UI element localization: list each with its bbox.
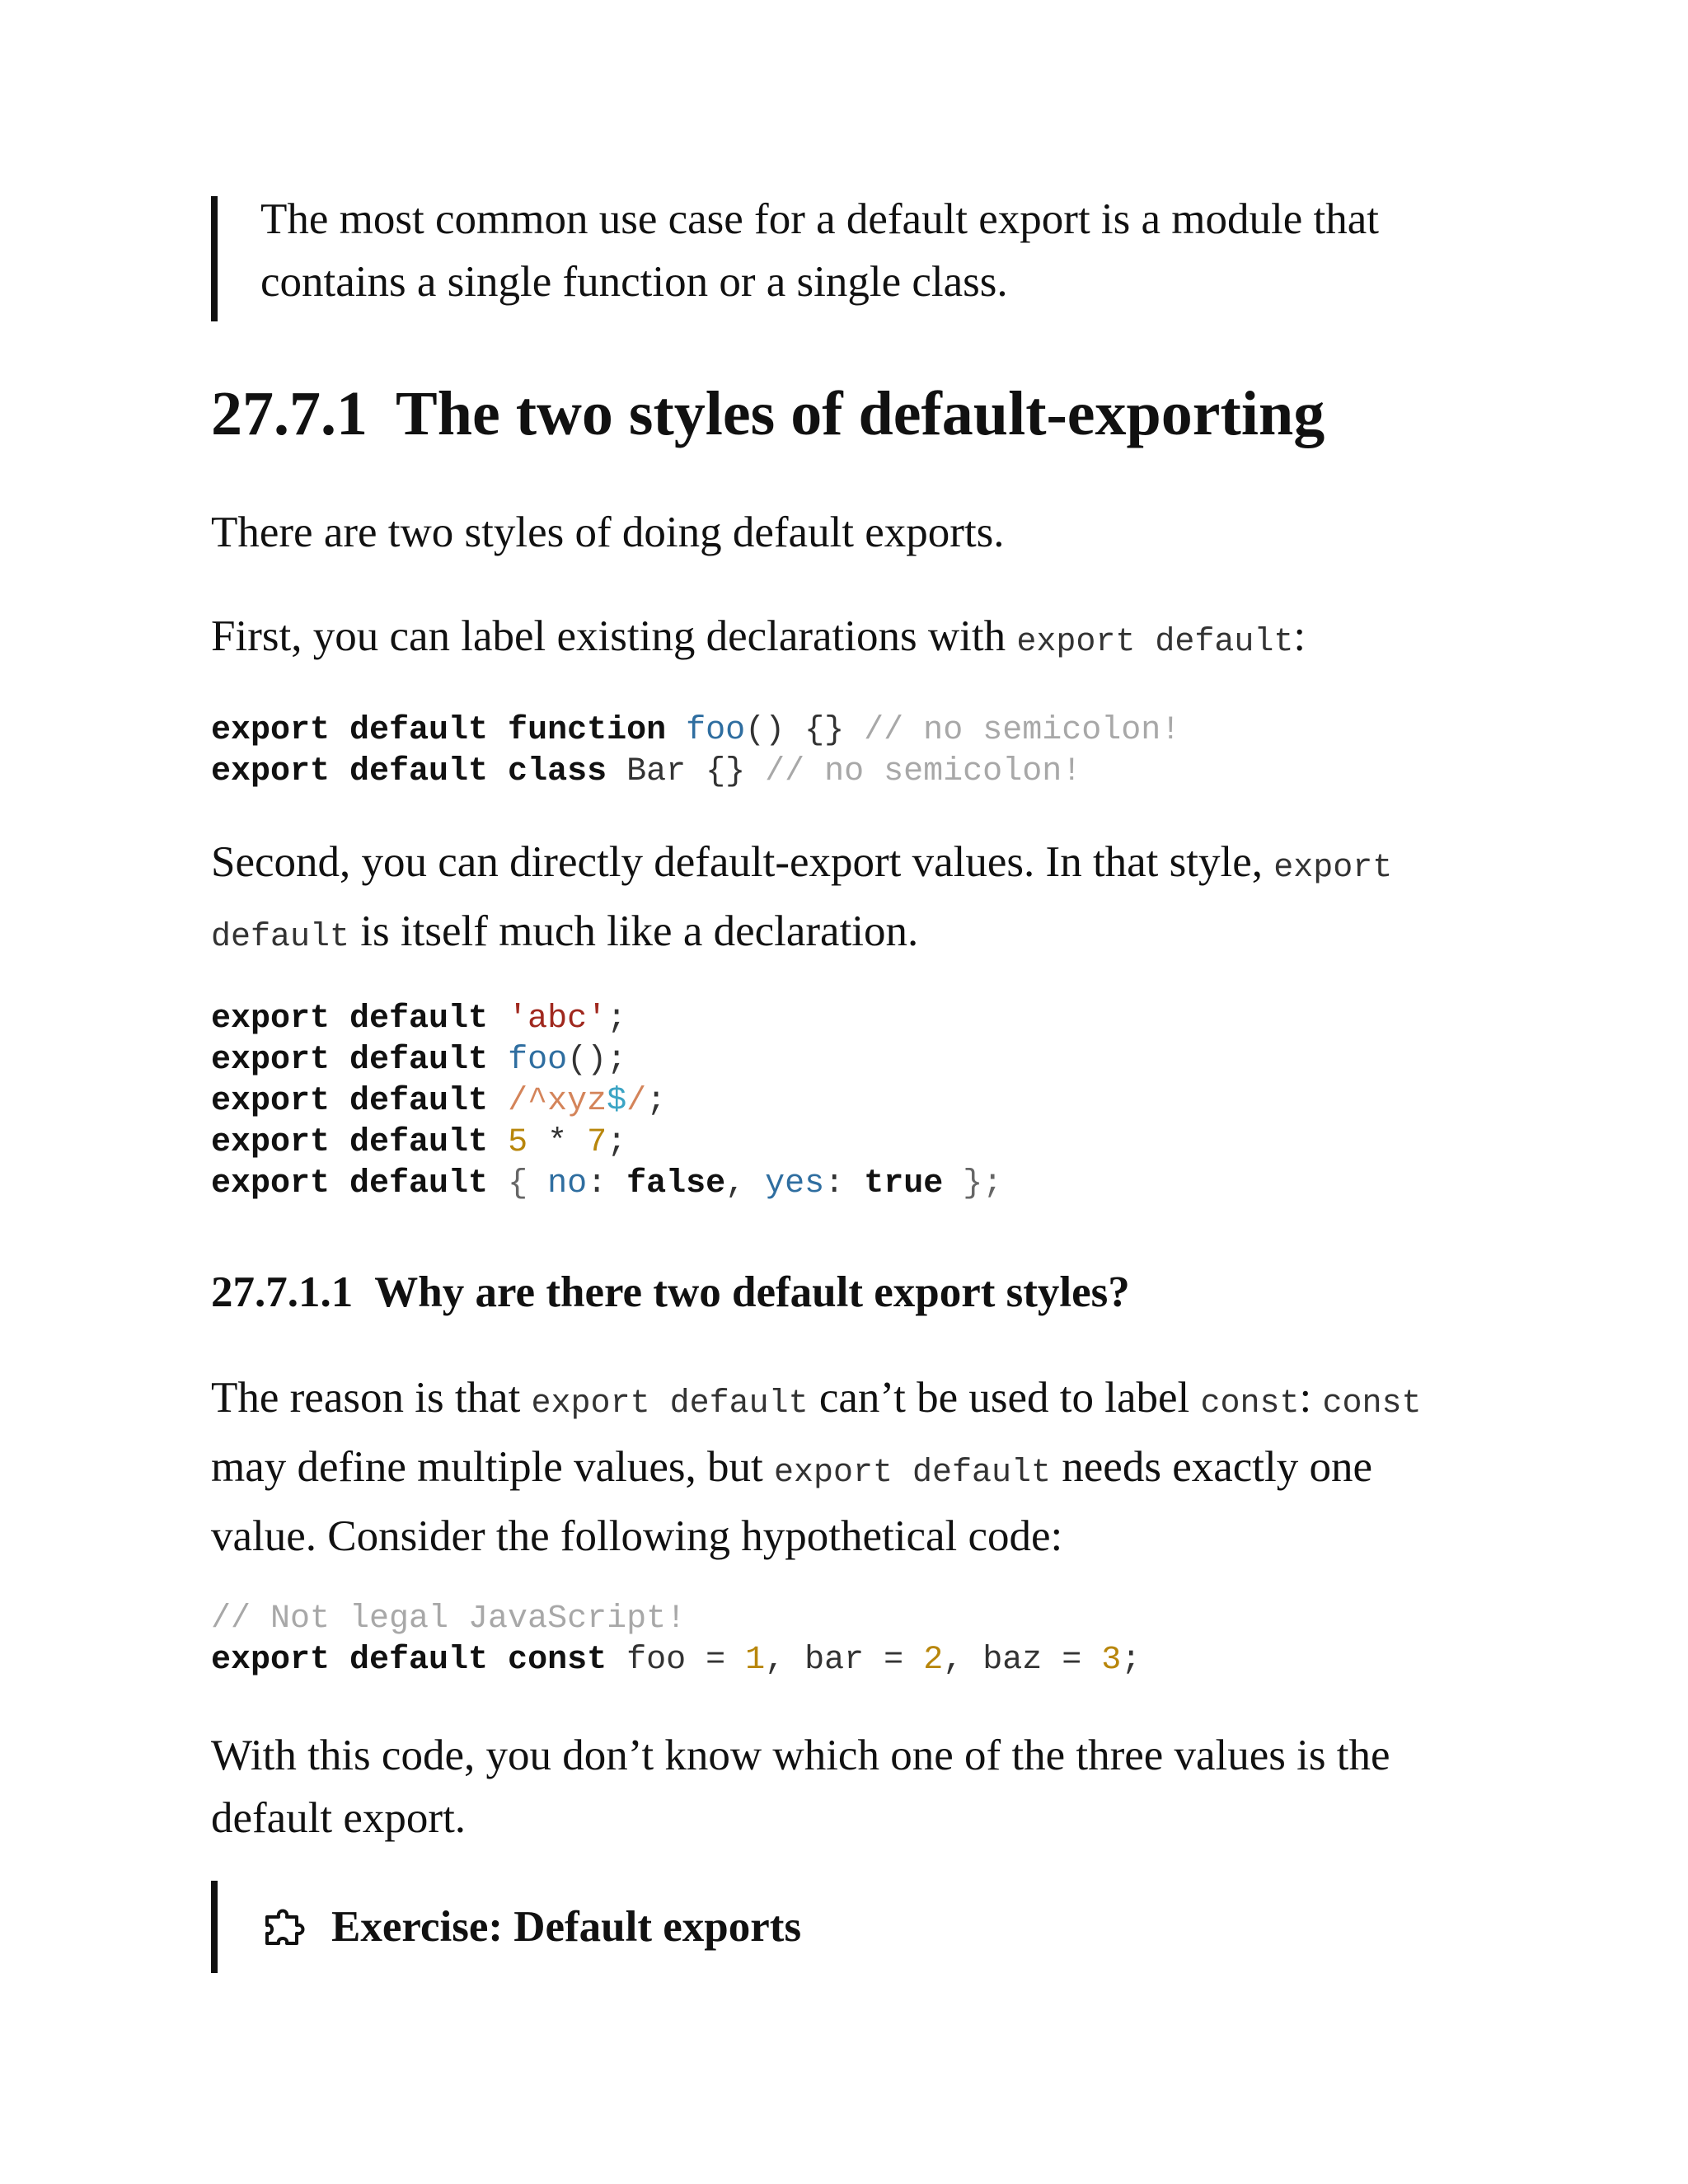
code-regex: / [626,1083,647,1120]
section-title: The two styles of default-exporting [396,379,1325,448]
code-boolean: true [864,1165,944,1202]
code-keyword: export default [211,1124,489,1161]
section-number: 27.7.1 [211,379,368,448]
paragraph-reason [211,1366,1477,1568]
paragraph-first-style [211,605,1477,674]
code-operator: = [1042,1642,1102,1679]
text: can’t be used to label [808,1374,1201,1422]
code-number: 5 [508,1124,528,1161]
code-block-values [211,999,1002,1205]
code-punct: ; [607,1124,627,1161]
text: Second, you can directly default-export values. In that style, [211,838,1274,886]
code-number: 3 [1101,1642,1122,1679]
code-keyword: export default function [211,712,667,749]
code-line [211,1083,666,1120]
code-line [211,1124,626,1161]
code-variable: bar [804,1642,865,1679]
code-function-name: foo [508,1042,568,1079]
subsection-number: 27.7.1.1 [211,1268,354,1316]
code-punct: , [943,1642,983,1679]
text: needs exactly one value. Consider the following hypothetical code: [211,1443,1372,1560]
puzzle-icon [260,1900,313,1953]
text: is itself much like a declaration. [349,907,919,955]
code-punct: : [824,1165,865,1202]
code-operator: = [864,1642,924,1679]
code-boolean: false [626,1165,726,1202]
code-comment: // no semicolon! [864,712,1181,749]
code-variable: foo [626,1642,687,1679]
code-number: 7 [587,1124,607,1161]
code-punct: }; [943,1165,1003,1202]
text: : [1299,1374,1323,1422]
code-punct: (); [567,1042,627,1079]
code-operator: = [686,1642,746,1679]
code-line [211,1165,1002,1202]
code-line [211,1642,1141,1679]
inline-code: export default [1016,624,1294,661]
code-punct: , [725,1165,766,1202]
code-class-name: Bar {} [626,753,746,790]
paragraph-conclusion: With this code, you don’t know which one of the three values is the default export. [211,1732,1390,1842]
code-punct: { [508,1165,548,1202]
code-regex: /^xyz [508,1083,607,1120]
code-number: 2 [923,1642,944,1679]
code-keyword: export default [211,1042,489,1079]
exercise-callout [211,1881,801,1973]
exercise-title: Exercise: Default exports [331,1903,802,1951]
code-punct: () {} [745,712,845,749]
text: The reason is that [211,1374,532,1422]
inline-code: const [1200,1385,1300,1422]
code-punct: ; [607,1001,627,1038]
inline-code: export default [773,1455,1052,1492]
callout-note [211,196,1477,321]
code-keyword: export default const [211,1642,607,1679]
code-comment: // Not legal JavaScript! [211,1601,687,1638]
code-property: yes [765,1165,825,1202]
code-keyword: export default [211,1001,489,1038]
paragraph-intro: There are two styles of doing default exports. [211,509,1005,556]
text: may define multiple values, but [211,1443,774,1491]
code-operator: * [528,1124,588,1161]
code-regex-anchor: $ [607,1083,627,1120]
code-block-declarations [211,710,1180,793]
code-property: no [547,1165,588,1202]
code-function-name: foo [686,712,746,749]
inline-code: export default [211,850,1393,956]
text: First, you can label existing declarations with [211,612,1017,660]
code-line [211,1042,626,1079]
paragraph-second-style [211,831,1477,969]
code-number: 1 [745,1642,766,1679]
code-punct: : [587,1165,627,1202]
text: : [1293,612,1306,660]
code-keyword: export default [211,1083,489,1120]
code-punct: ; [646,1083,667,1120]
code-line [211,753,1081,790]
code-string: 'abc' [508,1001,607,1038]
section-heading [211,373,1325,455]
inline-code: const [1322,1385,1422,1422]
subsection-heading [211,1261,1130,1324]
code-keyword: export default class [211,753,607,790]
code-line [211,712,1180,749]
code-comment: // no semicolon! [765,753,1082,790]
code-punct: ; [1121,1642,1142,1679]
code-block-hypothetical [211,1599,1141,1681]
callout-text: The most common use case for a default export is a module that contains a single function or a single class. [260,195,1379,306]
code-line [211,1001,626,1038]
subsection-title: Why are there two default export styles? [374,1268,1130,1316]
inline-code: export default [531,1385,809,1422]
code-variable: baz [982,1642,1043,1679]
code-keyword: export default [211,1165,489,1202]
code-punct: , [765,1642,805,1679]
